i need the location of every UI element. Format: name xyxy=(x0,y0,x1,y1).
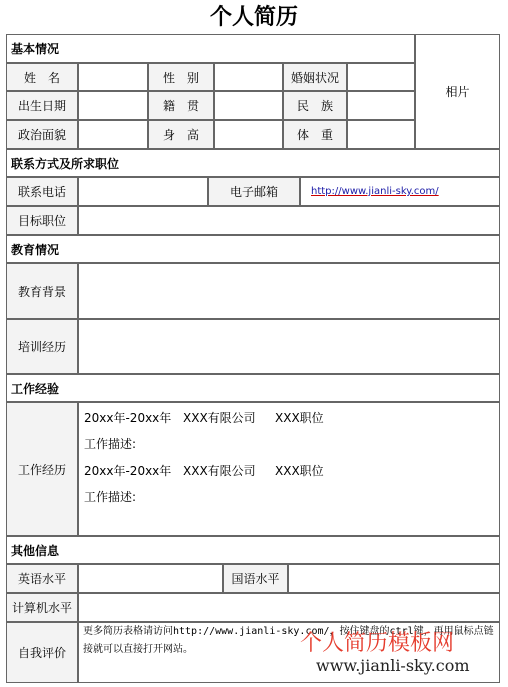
computer-label: 计算机水平 xyxy=(6,593,78,622)
email-link[interactable]: http://www.jianli-sky.com/ xyxy=(300,177,500,206)
target-field[interactable] xyxy=(78,206,500,235)
origin-label: 籍 贯 xyxy=(148,91,214,120)
birth-field[interactable] xyxy=(78,91,148,120)
work-1-position: XXX职位 xyxy=(275,411,324,425)
computer-field[interactable] xyxy=(78,593,500,622)
section-other: 其他信息 xyxy=(6,536,500,564)
education-background-label: 教育背景 xyxy=(6,263,78,319)
self-evaluation-label: 自我评价 xyxy=(6,622,78,683)
mandarin-label: 国语水平 xyxy=(223,564,288,593)
education-background-field[interactable] xyxy=(78,263,500,319)
weight-field[interactable] xyxy=(347,120,415,149)
work-2-position: XXX职位 xyxy=(275,464,324,478)
self-evaluation-text[interactable]: 更多简历表格请访问http://www.jianli-sky.com/，按住键盘的ctrl键，再用鼠标点链接就可以直接打开网站。 xyxy=(78,622,500,683)
height-label: 身 高 xyxy=(148,120,214,149)
section-education: 教育情况 xyxy=(6,235,500,263)
target-label: 目标职位 xyxy=(6,206,78,235)
gender-label: 性 别 xyxy=(148,63,214,91)
work-1-desc-label: 工作描述: xyxy=(84,437,137,451)
work-1-period: 20xx年-20xx年 xyxy=(84,411,172,425)
political-field[interactable] xyxy=(78,120,148,149)
photo-cell[interactable]: 相片 xyxy=(415,34,500,149)
ethnic-label: 民 族 xyxy=(283,91,347,120)
political-label: 政治面貌 xyxy=(6,120,78,149)
weight-label: 体 重 xyxy=(283,120,347,149)
work-2-company: XXX有限公司 xyxy=(183,464,256,478)
email-label: 电子邮箱 xyxy=(208,177,300,206)
training-field[interactable] xyxy=(78,319,500,374)
gender-field[interactable] xyxy=(214,63,283,91)
name-label: 姓 名 xyxy=(6,63,78,91)
english-label: 英语水平 xyxy=(6,564,78,593)
watermark-url: www.jianli-sky.com xyxy=(316,656,470,675)
height-field[interactable] xyxy=(214,120,283,149)
work-2-desc-label: 工作描述: xyxy=(84,490,137,504)
work-1-company: XXX有限公司 xyxy=(183,411,256,425)
phone-label: 联系电话 xyxy=(6,177,78,206)
work-2-period: 20xx年-20xx年 xyxy=(84,464,172,478)
page-title: 个人简历 xyxy=(209,4,298,30)
phone-field[interactable] xyxy=(78,177,208,206)
name-field[interactable] xyxy=(78,63,148,91)
mandarin-field[interactable] xyxy=(288,564,500,593)
ethnic-field[interactable] xyxy=(347,91,415,120)
section-basic: 基本情况 xyxy=(6,34,415,63)
marital-field[interactable] xyxy=(347,63,415,91)
work-history-label: 工作经历 xyxy=(6,402,78,536)
english-field[interactable] xyxy=(78,564,223,593)
section-work: 工作经验 xyxy=(6,374,500,402)
marital-label: 婚姻状况 xyxy=(283,63,347,91)
origin-field[interactable] xyxy=(214,91,283,120)
birth-label: 出生日期 xyxy=(6,91,78,120)
section-contact: 联系方式及所求职位 xyxy=(6,149,500,177)
watermark-title: 个人简历模板网 xyxy=(300,631,455,656)
training-label: 培训经历 xyxy=(6,319,78,374)
